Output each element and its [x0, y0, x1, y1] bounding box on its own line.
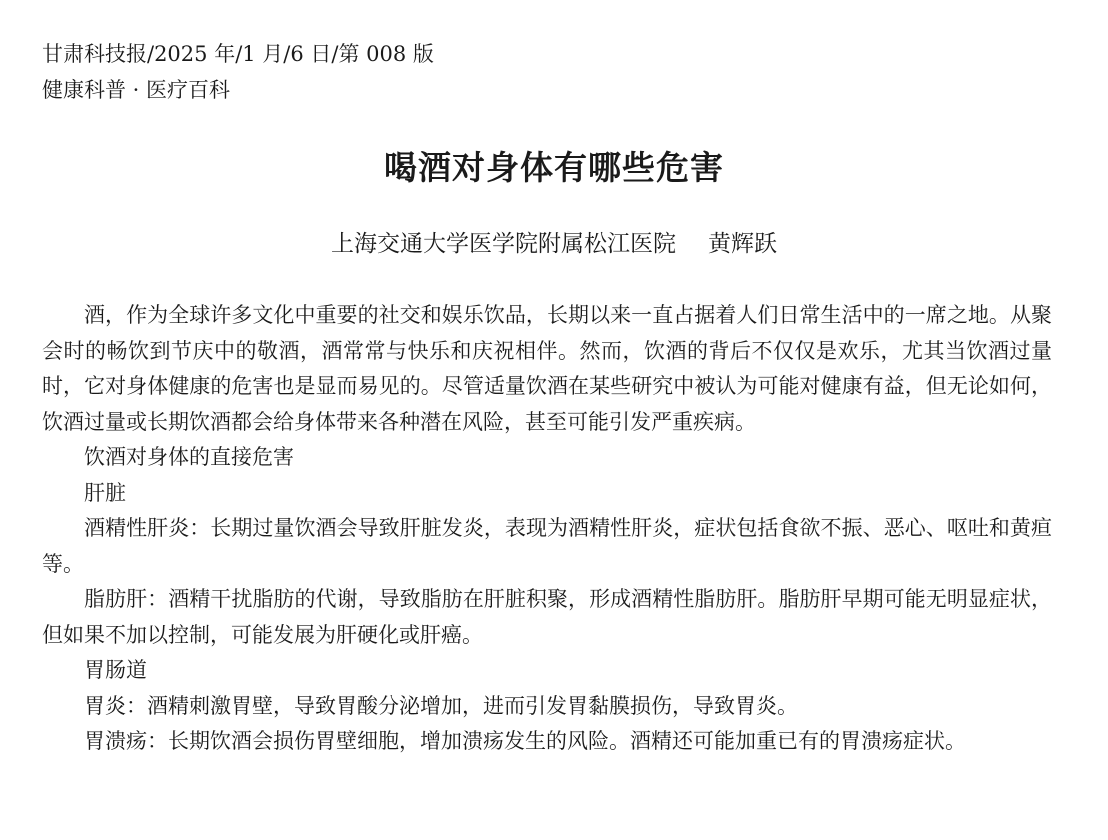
- author-affiliation: 上海交通大学医学院附属松江医院: [331, 231, 676, 257]
- subheading-liver: 肝脏: [84, 480, 126, 505]
- paragraph-alcoholic-hepatitis: [42, 511, 1052, 582]
- paragraph-text: 酒精性肝炎：长期过量饮酒会导致肝脏发炎，表现为酒精性肝炎，症状包括食欲不振、恶心、呕吐和黄疸等。: [42, 516, 1052, 576]
- intro-paragraph: 酒，作为全球许多文化中重要的社交和娱乐饮品，长期以来一直占据着人们日常生活中的一席之地。从聚会时的畅饮到节庆中的敬酒，酒常常与快乐和庆祝相伴。然而，饮酒的背后不仅仅是欢乐，尤其当饮酒过量时，它对身体健康的危害也是显而易见的。尽管适量饮酒在某些研究中被认为可能对健康有益，但无论如何，饮酒过量或长期饮酒都会给身体带来各种潜在风险，甚至可能引发严重疾病。: [42, 303, 1052, 434]
- paragraph-gastritis: [42, 689, 1052, 725]
- paragraph-gastric-ulcer: [42, 724, 1052, 760]
- subheading-stomach: 胃肠道: [84, 658, 147, 682]
- paragraph-text: 脂肪肝：酒精干扰脂肪的代谢，导致脂肪在肝脏积聚，形成酒精性脂肪肝。脂肪肝早期可能无明显症状，但如果不加以控制，可能发展为肝硬化或肝癌。: [42, 587, 1052, 647]
- byline: [0, 228, 1108, 260]
- publication-section: 健康科普 · 医疗百科: [42, 78, 231, 102]
- paragraph-text: 胃炎：酒精刺激胃壁，导致胃酸分泌增加，进而引发胃黏膜损伤，导致胃炎。: [84, 693, 798, 718]
- paragraph-fatty-liver: [42, 582, 1052, 653]
- article-title: 喝酒对身体有哪些危害: [384, 148, 724, 187]
- article-body: [42, 298, 1052, 760]
- section-heading: 饮酒对身体的直接危害: [84, 445, 294, 469]
- paragraph-text: 胃溃疡：长期饮酒会损伤胃壁细胞，增加溃疡发生的风险。酒精还可能加重已有的胃溃疡症状。: [84, 729, 966, 753]
- author-name: 黄辉跃: [708, 231, 777, 257]
- publication-source: 甘肃科技报/2025 年/1 月/6 日/第 008 版: [42, 42, 434, 66]
